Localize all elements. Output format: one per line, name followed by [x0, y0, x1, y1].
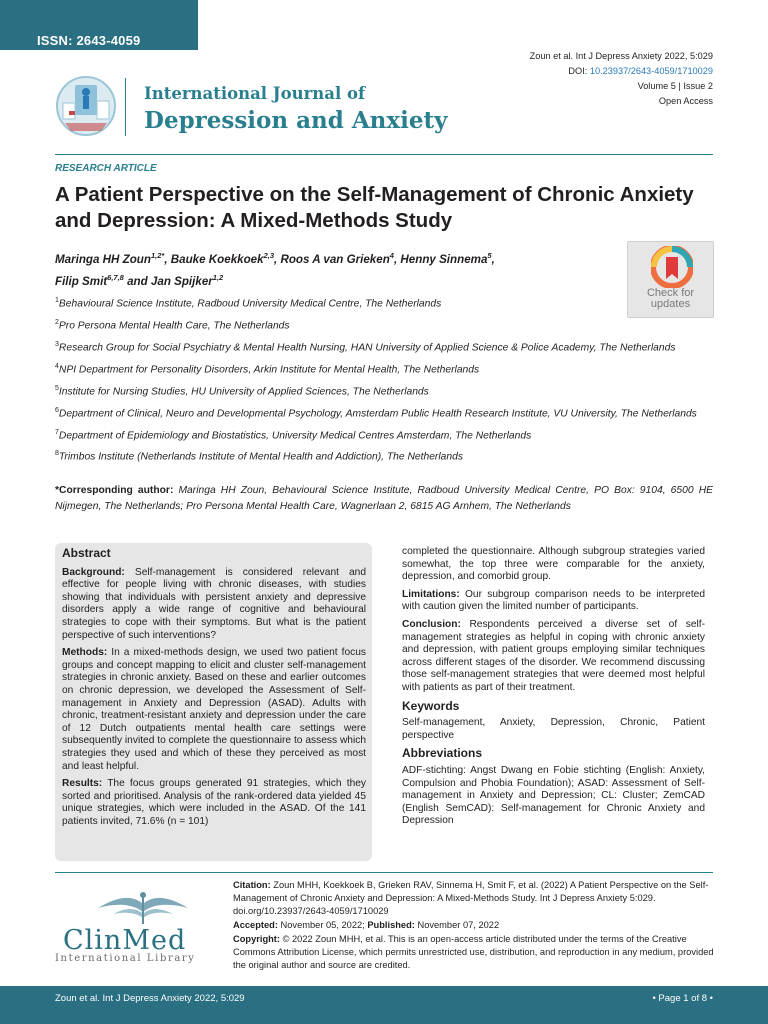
affiliation-number: 7 [55, 428, 59, 436]
methods-text: In a mixed-methods design, we used two patient focus groups and concept mapping to elicit and cluster self-management strategies in chronic anxiety. Based on these and earlier outcomes on chronic depression, we developed the Assessment of Self-management in Anxiety and Depression (ASAD). Adults with chronic, treatment-resistant anxiety and depression under the care of 12 Dutch outpatients mental health care settings were subsequently invited to complete the questionnaire to assess which strategies they used and which of these they perceived as most and least helpful. [62, 647, 366, 772]
citation-info [233, 879, 714, 973]
methods-label: Methods: [62, 647, 108, 659]
limitations-text: Our subgroup comparison needs to be interpreted with caution given the limited number of participants. [402, 588, 705, 613]
abstract-conclusion [402, 619, 705, 695]
author-separator: , [274, 252, 281, 266]
author-name: Filip Smit [55, 274, 108, 288]
published-label: Published: [367, 920, 415, 930]
citation-block [530, 49, 713, 109]
author-separator: , [491, 252, 495, 266]
citation-text: Zoun MHH, Koekkoek B, Grieken RAV, Sinnema H, Smit F, et al. (2022) A Patient Perspective on the Self-Management of Chronic Anxiety and Depression: A Mixed-Methods Study. Int J Depress Anxiety 5:029. doi.org/10.23937/2643-4059/1710029 [233, 880, 709, 916]
copyright-text: © 2022 Zoun MHH, et al. This is an open-access article distributed under the terms of the Creative Commons Attribution License, which permits unrestricted use, distribution, and reproduction in any medium, provided the original author and source are credited. [233, 934, 714, 970]
author-affiliation-marker: 4 [389, 251, 394, 260]
journal-logo-icon [55, 75, 117, 137]
doi-line [530, 64, 713, 79]
affiliation-item [55, 446, 713, 465]
article-type-label: RESEARCH ARTICLE [55, 163, 157, 174]
footer-citation: Zoun et al. Int J Depress Anxiety 2022, 5:029 [55, 993, 245, 1004]
publisher-subtitle: International Library [55, 953, 196, 964]
dates-paragraph [233, 919, 714, 932]
abstract-methods [62, 647, 366, 773]
logo-divider [125, 78, 126, 136]
footer-divider [55, 872, 713, 873]
affiliation-item [55, 293, 713, 312]
affiliation-number: 8 [55, 450, 59, 458]
citation-line: Zoun et al. Int J Depress Anxiety 2022, 5:029 [529, 51, 713, 61]
affiliation-text: Department of Epidemiology and Biostatistics, University Medical Centres Amsterdam, The Netherlands [58, 429, 532, 441]
corresponding-author [55, 483, 713, 514]
affiliation-item [55, 381, 713, 400]
check-updates-line2: updates [650, 298, 691, 310]
keywords-heading: Keywords [402, 698, 460, 713]
abstract-background [62, 567, 366, 643]
affiliation-number: 3 [55, 340, 59, 348]
accepted-label: Accepted: [233, 920, 278, 930]
affiliation-text: Institute for Nursing Studies, HU University of Applied Sciences, The Netherlands [58, 386, 429, 398]
affiliation-text: Trimbos Institute (Netherlands Institute of Mental Health and Addiction), The Netherlands [58, 451, 463, 463]
author-name: Henny Sinnema [400, 252, 488, 266]
author-separator: and [123, 274, 151, 288]
affiliation-text: Pro Persona Mental Health Care, The Netherlands [58, 320, 290, 332]
limitations-label: Limitations: [402, 588, 460, 600]
copyright-paragraph [233, 933, 714, 972]
open-access-label: Open Access [658, 96, 713, 106]
accepted-date: November 05, 2022; [277, 920, 368, 930]
author-affiliation-marker: 1,2* [150, 251, 165, 260]
author-affiliation-marker: 6,7,8 [107, 272, 124, 282]
author-affiliation-marker: 1,2 [212, 272, 224, 282]
abstract-heading: Abstract [62, 546, 111, 560]
affiliation-text: NPI Department for Personality Disorders, Arkin Institute for Mental Health, The Netherlands [58, 364, 480, 376]
results-continued: completed the questionnaire. Although subgroup strategies varied somewhat, the top three were comparable for the anxiety, depression, and comorbid group. [402, 546, 705, 583]
affiliation-item [55, 337, 713, 356]
doi-link[interactable]: 10.23937/2643-4059/1710029 [589, 66, 713, 76]
author-name: Maringa HH Zoun [55, 252, 151, 266]
affiliation-number: 5 [55, 384, 59, 392]
abstract-content [62, 547, 366, 833]
affiliation-item [55, 315, 713, 334]
results-text: The focus groups generated 91 strategies, which they sorted and prioritised. Analysis of the rank-ordered data yielded 45 unique strategies, which were included in the ASAD. Of the 141 patients invited, 71.6% (n = 101) [62, 778, 366, 827]
affiliation-number: 2 [55, 318, 59, 326]
conclusion-text: Respondents perceived a diverse set of self-management strategies as helpful in coping with chronic anxiety and depression, with patient groups employing similar techniques across different stages of the disorder. We recommend discussing those self-management strategies that were deemed most helpful with patients as part of their treatment. [402, 618, 705, 693]
citation-label: Citation: [233, 880, 271, 890]
author-name: Jan Spijker [150, 274, 213, 288]
affiliation-item [55, 359, 713, 378]
page-number: • Page 1 of 8 • [652, 993, 713, 1004]
journal-name-line1: International Journal of [144, 84, 366, 103]
abbreviations-heading: Abbreviations [402, 746, 483, 761]
results-label: Results: [62, 778, 103, 790]
affiliation-text: Behavioural Science Institute, Radboud University Medical Centre, The Netherlands [58, 298, 442, 310]
crossmark-icon [651, 246, 693, 288]
affiliation-number: 1 [55, 297, 59, 304]
doi-label: DOI: [568, 66, 588, 76]
affiliation-item [55, 425, 713, 444]
author-separator: , [393, 252, 401, 266]
corresponding-text: Maringa HH Zoun, Behavioural Science Institute, Radboud University Medical Centre, PO Box: 9104, 6500 HE Nijmegen, The Netherlands; Pro Persona Mental Health Care, Wagnerlaan 2, 6815 AG Arnhem, The Netherlands [55, 485, 714, 512]
affiliation-list [55, 293, 713, 468]
abstract-panel [55, 543, 372, 861]
author-separator: , [164, 252, 171, 266]
background-label: Background: [62, 566, 125, 578]
issn-label: ISSN: 2643-4059 [37, 33, 141, 48]
published-date: November 07, 2022 [414, 920, 500, 930]
author-affiliation-marker: 5 [487, 251, 492, 260]
article-title: A Patient Perspective on the Self-Management of Chronic Anxiety and Depression: A Mixed-Methods Study [55, 183, 694, 232]
journal-name-line2: Depression and Anxiety [144, 107, 448, 134]
affiliation-number: 6 [55, 406, 59, 414]
abstract-results [62, 778, 366, 828]
background-text: Self-management is considered relevant and effective for people living with chronic diseases, with studies showing that individuals with persistent anxiety and depressive disorders apply a wide range of cognitive and behavioural strategies to cope with their symptoms. But what is the patient perspective of such interventions? [62, 566, 366, 641]
conclusion-label: Conclusion: [402, 618, 461, 630]
citation-paragraph [233, 879, 714, 918]
abbreviations-text: ADF-stichting: Angst Dwang en Fobie stichting (English: Anxiety, Compulsion and Phobia Foundation); ASAD: Assessment of Self-management in Anxiety and Depression; CL: Cluster; ZemCAD (English SemCAD): Self-management for Chronic Anxiety and Depression [402, 764, 705, 827]
affiliation-number: 4 [55, 362, 59, 370]
abstract-limitations [402, 589, 705, 614]
author-affiliation-marker: 2,3 [263, 251, 275, 260]
publisher-name: ClinMed [63, 925, 187, 956]
volume-issue: Volume 5 | Issue 2 [637, 81, 713, 91]
author-name: Bauke Koekkoek [170, 252, 264, 266]
affiliation-item [55, 403, 713, 422]
copyright-label: Copyright: [233, 934, 280, 944]
affiliation-text: Department of Clinical, Neuro and Developmental Psychology, Amsterdam Public Health Research Institute, VU University, The Netherlands [58, 408, 697, 420]
affiliation-text: Research Group for Social Psychiatry & Mental Health Nursing, HAN University of Applied Science & Police Academy, The Netherlands [58, 342, 676, 354]
author-name: Roos A van Grieken [280, 252, 390, 266]
page-footer-bar [0, 986, 768, 1024]
check-updates-line1: Check for [646, 287, 695, 299]
keywords-text: Self-management, Anxiety, Depression, Chronic, Patient perspective [402, 717, 705, 741]
header-divider [55, 154, 713, 155]
abstract-right-column [402, 546, 705, 833]
author-list [55, 247, 620, 291]
corresponding-label: *Corresponding author: [55, 485, 174, 496]
